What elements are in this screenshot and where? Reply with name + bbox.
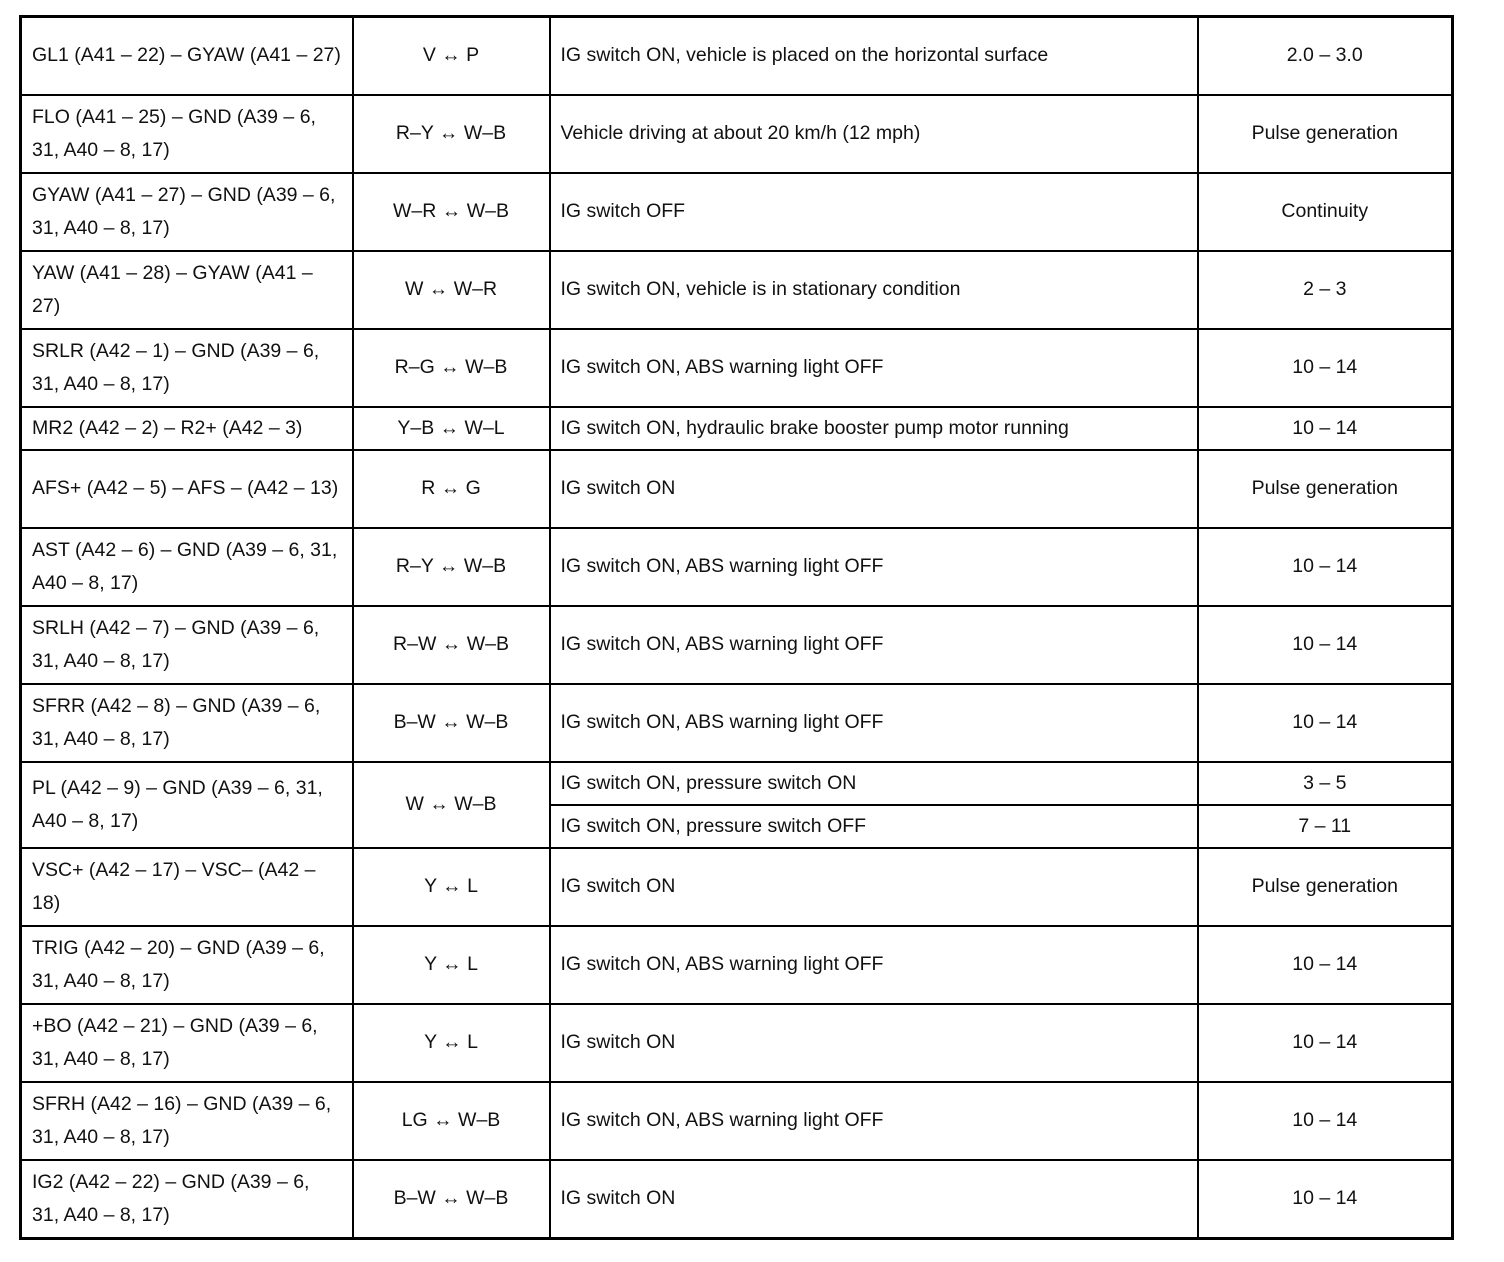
terminal-cell: VSC+ (A42 – 17) – VSC– (A42 – 18) [21,848,353,926]
specified-condition-cell: 10 – 14 [1198,1004,1453,1082]
condition-cell: IG switch ON, ABS warning light OFF [550,329,1198,407]
table-row [21,926,1453,1004]
terminal-cell: SRLR (A42 – 1) – GND (A39 – 6, 31, A40 – 8, 17) [21,329,353,407]
condition-cell: IG switch ON, pressure switch OFF [550,805,1198,848]
condition-cell: IG switch ON, ABS warning light OFF [550,528,1198,606]
wiring-color-cell: R ↔ G [353,450,550,528]
table-row [21,762,1453,805]
specified-condition-cell: 10 – 14 [1198,329,1453,407]
wiring-color-cell: W ↔ W–R [353,251,550,329]
table-row [21,251,1453,329]
table-row [21,684,1453,762]
terminal-cell: AST (A42 – 6) – GND (A39 – 6, 31, A40 – 8, 17) [21,528,353,606]
specified-condition-cell: 10 – 14 [1198,1160,1453,1239]
table-row [21,173,1453,251]
wiring-color-cell: Y ↔ L [353,926,550,1004]
wiring-color-cell: W ↔ W–B [353,762,550,848]
table-row [21,1082,1453,1160]
wiring-color-cell: B–W ↔ W–B [353,1160,550,1239]
table-row [21,1160,1453,1239]
terminal-cell: TRIG (A42 – 20) – GND (A39 – 6, 31, A40 – 8, 17) [21,926,353,1004]
table-row [21,528,1453,606]
condition-cell: IG switch ON, ABS warning light OFF [550,1082,1198,1160]
terminal-cell: GYAW (A41 – 27) – GND (A39 – 6, 31, A40 – 8, 17) [21,173,353,251]
specified-condition-cell: 10 – 14 [1198,407,1453,450]
condition-cell: IG switch ON, pressure switch ON [550,762,1198,805]
wiring-color-cell: R–Y ↔ W–B [353,528,550,606]
terminal-cell: GL1 (A41 – 22) – GYAW (A41 – 27) [21,17,353,95]
condition-cell: IG switch ON [550,1004,1198,1082]
condition-cell: IG switch ON, ABS warning light OFF [550,606,1198,684]
specified-condition-cell: Continuity [1198,173,1453,251]
table-row [21,329,1453,407]
wiring-color-cell: R–W ↔ W–B [353,606,550,684]
terminal-cell: MR2 (A42 – 2) – R2+ (A42 – 3) [21,407,353,450]
terminal-cell: +BO (A42 – 21) – GND (A39 – 6, 31, A40 – 8, 17) [21,1004,353,1082]
specified-condition-cell: 10 – 14 [1198,926,1453,1004]
wiring-color-cell: LG ↔ W–B [353,1082,550,1160]
condition-cell: IG switch ON [550,1160,1198,1239]
specified-condition-cell: Pulse generation [1198,95,1453,173]
specified-condition-cell: 2.0 – 3.0 [1198,17,1453,95]
table-row [21,450,1453,528]
table-row [21,848,1453,926]
specified-condition-cell: 7 – 11 [1198,805,1453,848]
specified-condition-cell: 2 – 3 [1198,251,1453,329]
wiring-color-cell: R–Y ↔ W–B [353,95,550,173]
terminal-cell: AFS+ (A42 – 5) – AFS – (A42 – 13) [21,450,353,528]
table-row [21,17,1453,95]
terminal-cell: PL (A42 – 9) – GND (A39 – 6, 31, A40 – 8, 17) [21,762,353,848]
specified-condition-cell: 10 – 14 [1198,1082,1453,1160]
condition-cell: IG switch ON [550,848,1198,926]
condition-cell: IG switch ON, vehicle is placed on the horizontal surface [550,17,1198,95]
wiring-color-cell: Y–B ↔ W–L [353,407,550,450]
wiring-color-cell: V ↔ P [353,17,550,95]
terminal-cell: YAW (A41 – 28) – GYAW (A41 – 27) [21,251,353,329]
condition-cell: IG switch ON, ABS warning light OFF [550,926,1198,1004]
condition-cell: IG switch ON [550,450,1198,528]
terminal-cell: SRLH (A42 – 7) – GND (A39 – 6, 31, A40 – 8, 17) [21,606,353,684]
condition-cell: IG switch ON, hydraulic brake booster pump motor running [550,407,1198,450]
terminal-cell: FLO (A41 – 25) – GND (A39 – 6, 31, A40 – 8, 17) [21,95,353,173]
condition-cell: IG switch ON, vehicle is in stationary condition [550,251,1198,329]
condition-cell: Vehicle driving at about 20 km/h (12 mph) [550,95,1198,173]
table-row [21,95,1453,173]
terminal-cell: SFRR (A42 – 8) – GND (A39 – 6, 31, A40 – 8, 17) [21,684,353,762]
wiring-color-cell: Y ↔ L [353,848,550,926]
condition-cell: IG switch OFF [550,173,1198,251]
table-row [21,407,1453,450]
specified-condition-cell: Pulse generation [1198,848,1453,926]
condition-cell: IG switch ON, ABS warning light OFF [550,684,1198,762]
specified-condition-cell: 10 – 14 [1198,528,1453,606]
table-row [21,606,1453,684]
terminal-cell: SFRH (A42 – 16) – GND (A39 – 6, 31, A40 – 8, 17) [21,1082,353,1160]
wiring-color-cell: Y ↔ L [353,1004,550,1082]
specified-condition-cell: 10 – 14 [1198,606,1453,684]
specified-condition-cell: 3 – 5 [1198,762,1453,805]
wiring-color-cell: W–R ↔ W–B [353,173,550,251]
terminal-inspection-table [19,15,1454,1240]
terminal-cell: IG2 (A42 – 22) – GND (A39 – 6, 31, A40 – 8, 17) [21,1160,353,1239]
specified-condition-cell: Pulse generation [1198,450,1453,528]
specified-condition-cell: 10 – 14 [1198,684,1453,762]
wiring-color-cell: R–G ↔ W–B [353,329,550,407]
wiring-color-cell: B–W ↔ W–B [353,684,550,762]
table-row [21,1004,1453,1082]
